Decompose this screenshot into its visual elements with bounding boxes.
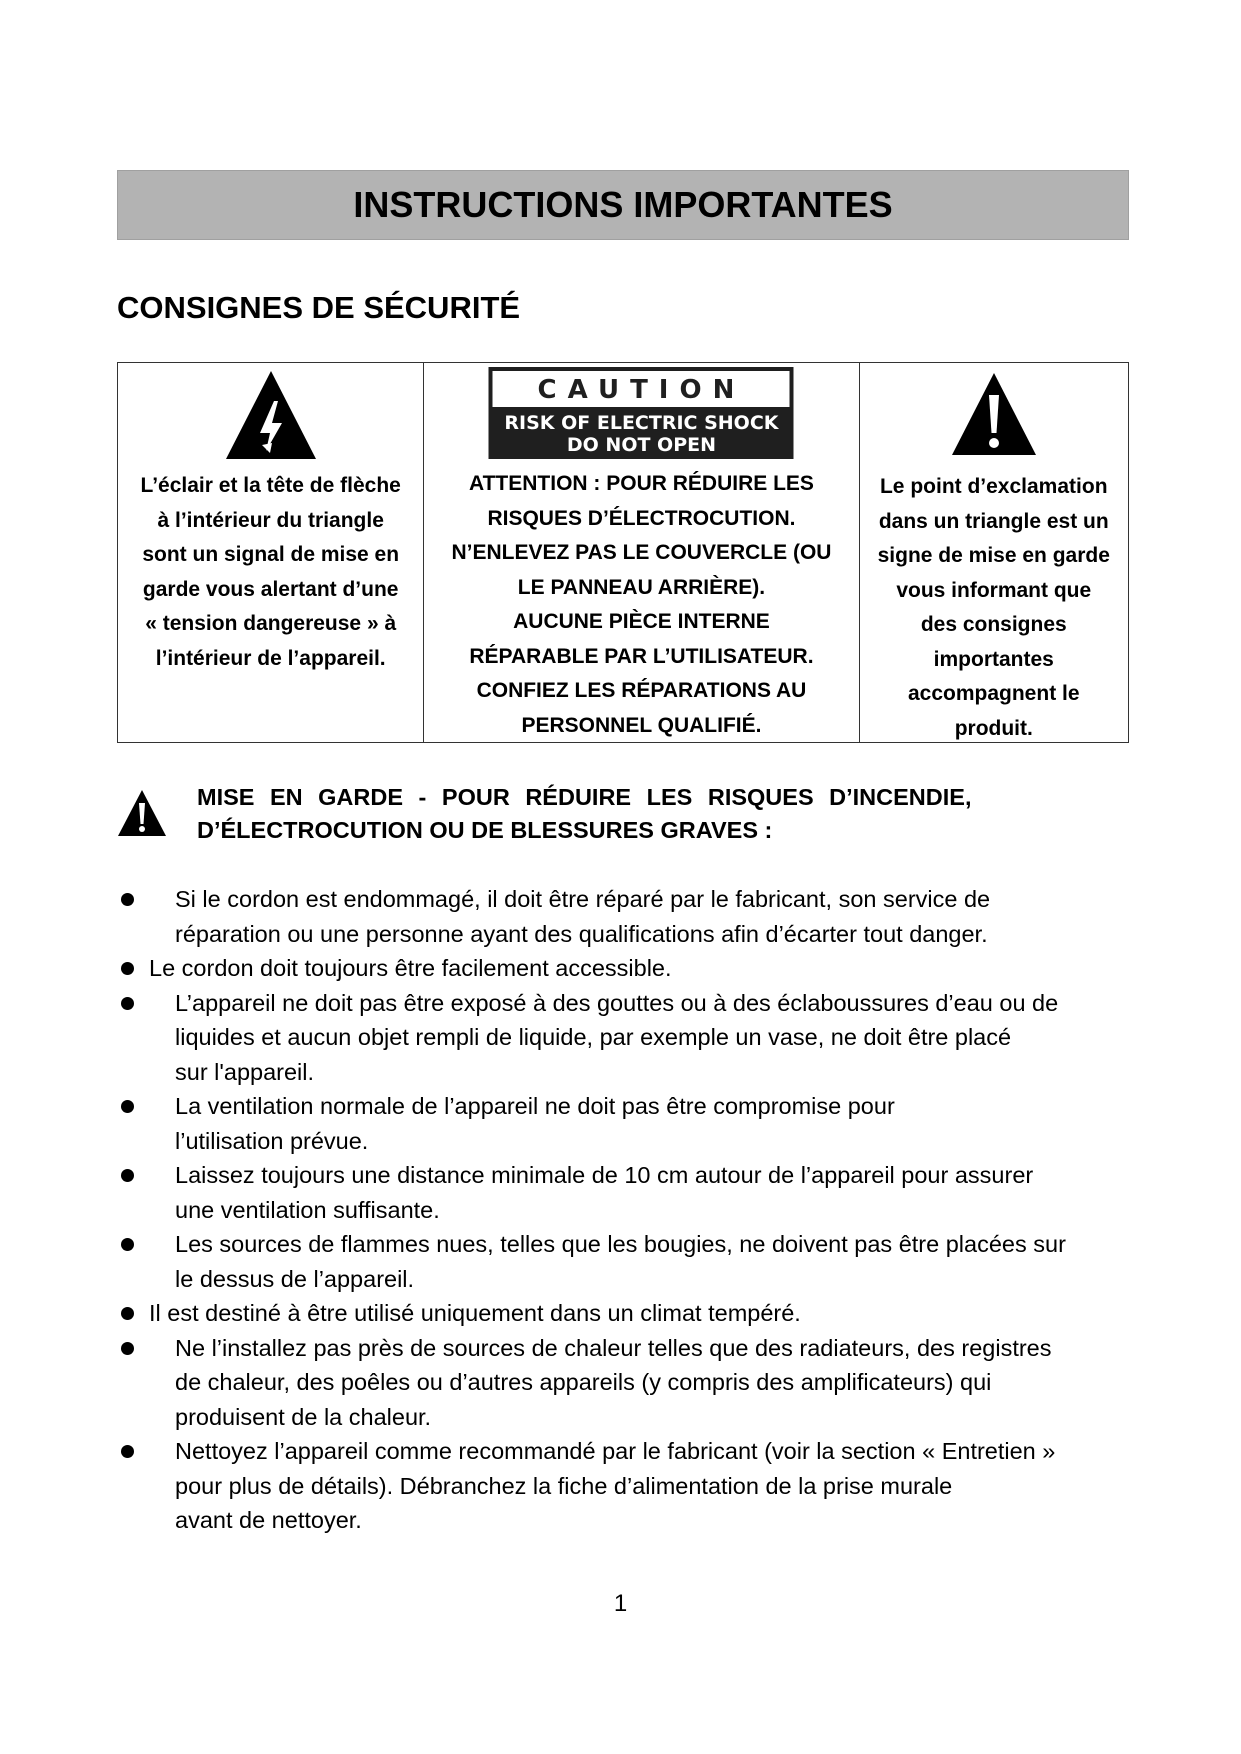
list-item: Le cordon doit toujours être facilement accessible. bbox=[117, 951, 1137, 986]
warning-triangle-icon bbox=[116, 788, 168, 838]
exclamation-description: Le point d’exclamation dans un triangle est un signe de mise en garde vous informant que des consignes importantes accompagnent le produit. bbox=[877, 475, 1110, 740]
exclamation-symbol-cell bbox=[859, 363, 1128, 742]
list-item: Les sources de flammes nues, telles que les bougies, ne doivent pas être placées sur le dessus de l’appareil. bbox=[117, 1227, 1137, 1296]
warning-line-2: D’ÉLECTROCUTION OU DE BLESSURES GRAVES : bbox=[197, 817, 773, 843]
list-item: Laissez toujours une distance minimale de 10 cm autour de l’appareil pour assurer une ventilation suffisante. bbox=[117, 1158, 1137, 1227]
safety-symbols-table bbox=[117, 362, 1129, 743]
section-heading: CONSIGNES DE SÉCURITÉ bbox=[117, 290, 521, 325]
list-item: L’appareil ne doit pas être exposé à des gouttes ou à des éclaboussures d’eau ou de liquides et aucun objet rempli de liquide, par exemple un vase, ne doit être placé sur l'appareil. bbox=[117, 986, 1137, 1090]
caution-label-line3: DO NOT OPEN bbox=[566, 434, 717, 456]
list-item: La ventilation normale de l’appareil ne doit pas être compromise pour l’utilisation prévue. bbox=[117, 1089, 1137, 1158]
banner-title: INSTRUCTIONS IMPORTANTES bbox=[353, 184, 893, 225]
lightning-triangle-icon bbox=[222, 367, 320, 463]
caution-label-top: CAUTION bbox=[493, 371, 790, 407]
list-item: Si le cordon est endommagé, il doit être réparé par le fabricant, son service de réparation ou une personne ayant des qualifications afin d’écarter tout danger. bbox=[117, 882, 1137, 951]
caution-description: ATTENTION : POUR RÉDUIRE LES RISQUES D’ÉLECTROCUTION. N’ENLEVEZ PAS LE COUVERCLE (OU LE PANNEAU ARRIÈRE). AUCUNE PIÈCE INTERNE RÉPARABLE PAR L’UTILISATEUR. CONFIEZ LES RÉPARATIONS AU PERSONNEL QUALIFIÉ. bbox=[451, 472, 832, 737]
list-item: Nettoyez l’appareil comme recommandé par le fabricant (voir la section « Entretien » pour plus de détails). Débranchez la fiche d’alimentation de la prise murale avant de nettoyer. bbox=[117, 1434, 1137, 1538]
list-item: Ne l’installez pas près de sources de chaleur telles que des radiateurs, des registres de chaleur, des poêles ou d’autres appareils (y compris des amplificateurs) qui produisent de la chaleur. bbox=[117, 1331, 1137, 1435]
lightning-description: L’éclair et la tête de flèche à l’intérieur du triangle sont un signal de mise en garde vous alertant d’une « tension dangereuse » à l’intérieur de l’appareil. bbox=[140, 474, 401, 670]
warning-line-1: MISE EN GARDE - POUR RÉDUIRE LES RISQUES D’INCENDIE, bbox=[197, 784, 972, 810]
safety-bullet-list bbox=[117, 882, 1137, 1538]
page-banner bbox=[117, 170, 1129, 240]
list-item: Il est destiné à être utilisé uniquement dans un climat tempéré. bbox=[117, 1296, 1137, 1331]
lightning-symbol-cell bbox=[118, 363, 423, 742]
page-number: 1 bbox=[613, 1590, 628, 1617]
caution-label-cell bbox=[423, 363, 858, 742]
caution-label bbox=[489, 367, 794, 459]
caution-label-line2: RISK OF ELECTRIC SHOCK bbox=[504, 412, 779, 434]
fire-shock-warning bbox=[197, 781, 1127, 847]
exclamation-triangle-icon bbox=[949, 369, 1039, 459]
